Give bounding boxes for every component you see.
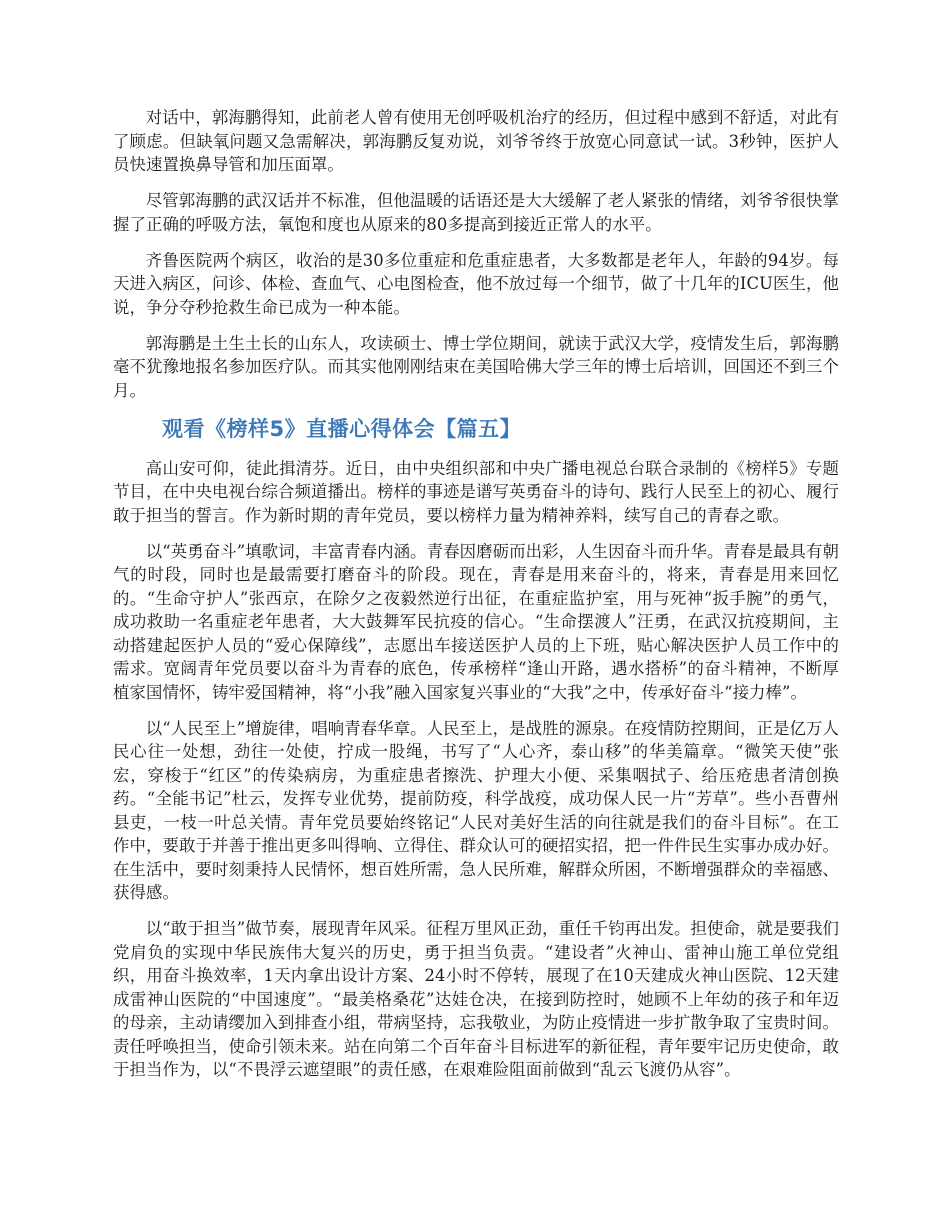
document-page — [113, 106, 839, 1094]
paragraph: 郭海鹏是土生土长的山东人，攻读硕士、博士学位期间，就读于武汉大学，疫情发生后，郭海鹏毫不犹豫地报名参加医疗队。而其实他刚刚结束在美国哈佛大学三年的博士后培训，回国还不到三个月。 — [113, 333, 839, 400]
paragraph: 齐鲁医院两个病区，收治的是30多位重症和危重症患者，大多数都是老年人，年龄的94岁。每天进入病区，问诊、体检、查血气、心电图检查，他不放过每一个细节，做了十几年的ICU医生，他说，争分夺秒抢救生命已成为一种本能。 — [113, 250, 839, 317]
paragraph: 高山安可仰，徒此揖清芬。近日，由中央组织部和中央广播电视总台联合录制的《榜样5》专题节目，在中央电视台综合频道播出。榜样的事迹是谱写英勇奋斗的诗句、践行人民至上的初心、履行敢于担当的誓言。作为新时期的青年党员，要以榜样力量为精神养料，续写自己的青春之歌。 — [113, 458, 839, 525]
paragraph: 尽管郭海鹏的武汉话并不标准，但他温暖的话语还是大大缓解了老人紧张的情绪，刘爷爷很快掌握了正确的呼吸方法，氧饱和度也从原来的80多提高到接近正常人的水平。 — [113, 191, 839, 234]
paragraph: 以“敢于担当”做节奏，展现青年风采。征程万里风正劲，重任千钧再出发。担使命，就是要我们党肩负的实现中华民族伟大复兴的历史，勇于担当负责。“建设者”火神山、雷神山施工单位党组织，用奋斗换效率，1天内拿出设计方案、24小时不停转，展现了在10天建成火神山医院、12天建成雷神山医院的“中国速度”。“最美格桑花”达娃仓决，在接到防控时，她顾不上年幼的孩子和年迈的母亲，主动请缨加入到排查小组，带病坚持，忘我敬业，为防止疫情进一步扩散争取了宝贵时间。责任呼唤担当，使命引领未来。站在向第二个百年奋斗目标进军的新征程，青年要牢记历史使命，敢于担当作为，以“不畏浮云遮望眼”的责任感，在艰难险阻面前做到“乱云飞渡仍从容”。 — [113, 919, 839, 1079]
paragraph: 对话中，郭海鹏得知，此前老人曾有使用无创呼吸机治疗的经历，但过程中感到不舒适，对此有了顾虑。但缺氧问题又急需解决，郭海鹏反复劝说，刘爷爷终于放宽心同意试一试。3秒钟，医护人员快速置换鼻导管和加压面罩。 — [113, 108, 839, 174]
section-title: 观看《榜样5》直播心得体会【篇五】 — [162, 416, 522, 441]
paragraph: 以“英勇奋斗”填歌词，丰富青春内涵。青春因磨砺而出彩，人生因奋斗而升华。青春是最具有朝气的时段，同时也是最需要打磨奋斗的阶段。现在，青春是用来奋斗的，将来，青春是用来回忆的。“生命守护人”张西京，在除夕之夜毅然逆行出征，在重症监护室，用与死神“扳手腕”的勇气，成功救助一名重症老年患者，大大鼓舞军民抗疫的信心。“生命摆渡人”汪勇，在武汉抗疫期间，主动搭建起医护人员的“爱心保障线”，志愿出车接送医护人员的上下班，贴心解决医护人员工作中的需求。宽阔青年党员要以奋斗为青春的底色，传承榜样“逢山开路，遇水搭桥”的奋斗精神，不断厚植家国情怀，铸牢爱国精神，将“小我”融入国家复兴事业的“大我”之中，传承好奋斗“接力棒”。 — [113, 541, 839, 702]
paragraph: 以“人民至上”增旋律，唱响青春华章。人民至上，是战胜的源泉。在疫情防控期间，正是亿万人民心往一处想，劲往一处使，拧成一股绳，书写了“人心齐，泰山移”的华美篇章。“微笑天使”张宏，穿梭于“红区”的传染病房，为重症患者擦洗、护理大小便、采集咽拭子、给压疮患者清创换药。“全能书记”杜云，发挥专业优势，提前防疫，科学战疫，成功保人民一片“芳草”。些小吾曹州县吏，一枝一叶总关情。青年党员要始终铭记“人民对美好生活的向往就是我们的奋斗目标”。在工作中，要敢于并善于推出更多叫得响、立得住、群众认可的硬招实招，把一件件民生实事办成办好。在生活中，要时刻秉持人民情怀，想百姓所需，急人民所难，解群众所困，不断增强群众的幸福感、获得感。 — [113, 718, 839, 902]
